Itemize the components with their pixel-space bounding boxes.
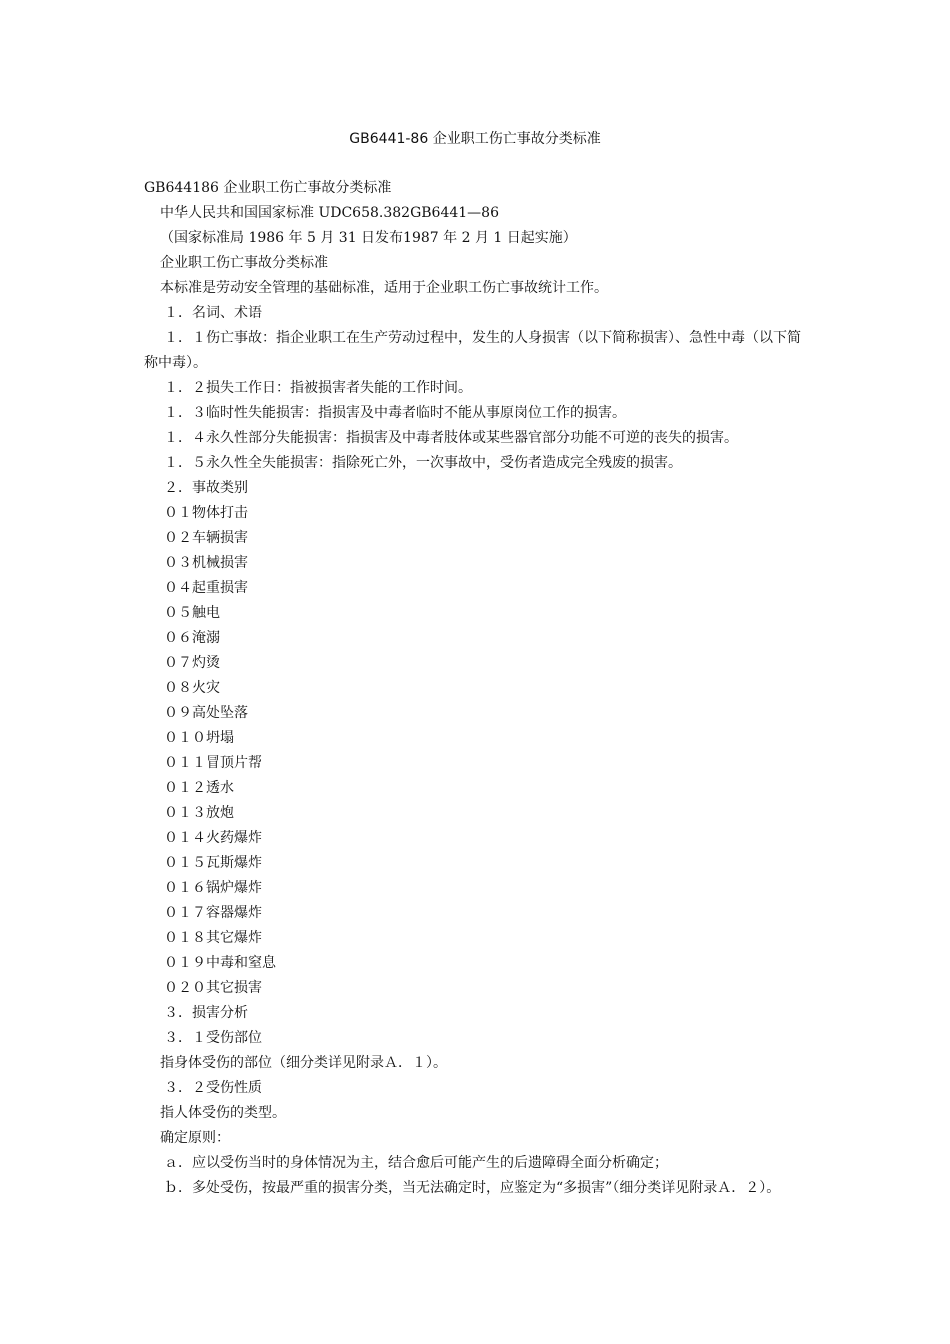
paragraph: １．４永久性部分失能损害：指损害及中毒者肢体或某些器官部分功能不可逆的丧失的损害。 — [164, 430, 738, 446]
section-heading: ３．损害分析 — [164, 1005, 248, 1021]
list-item: ０１７容器爆炸 — [164, 905, 262, 921]
list-item: ０１０坍塌 — [164, 730, 234, 746]
paragraph: １．２损失工作日：指被损害者失能的工作时间。 — [164, 380, 472, 396]
paragraph: ａ．应以受伤当时的身体情况为主，结合愈后可能产生的后遗障碍全面分析确定； — [164, 1155, 668, 1171]
section-heading: ２．事故类别 — [164, 480, 248, 496]
paragraph: 指身体受伤的部位（细分类详见附录Ａ．１）。 — [160, 1055, 447, 1071]
paragraph: 中华人民共和国国家标准 UDC658.382GB6441—86 — [160, 205, 499, 221]
list-item: ０８火灾 — [164, 680, 220, 696]
subsection-heading: ３．２受伤性质 — [164, 1080, 262, 1096]
list-item: ０１３放炮 — [164, 805, 234, 821]
list-item: ０４起重损害 — [164, 580, 248, 596]
paragraph: ｂ．多处受伤，按最严重的损害分类，当无法确定时，应鉴定为“多损害”（细分类详见附录Ａ．２）。 — [164, 1180, 781, 1196]
list-item: ０３机械损害 — [164, 555, 248, 571]
list-item: ０１４火药爆炸 — [164, 830, 262, 846]
list-item: ０１２透水 — [164, 780, 234, 796]
list-item: ０１物体打击 — [164, 505, 248, 521]
paragraph: １．３临时性失能损害：指损害及中毒者临时不能从事原岗位工作的损害。 — [164, 405, 626, 421]
document-title: GB6441-86 企业职工伤亡事故分类标准 — [349, 131, 601, 147]
list-item: ０７灼烫 — [164, 655, 220, 671]
paragraph: （国家标准局 1986 年 5 月 31 日发布1987 年 2 月 1 日起实施） — [160, 230, 577, 246]
paragraph: 确定原则： — [160, 1130, 230, 1146]
section-heading: １．名词、术语 — [164, 305, 262, 321]
list-item: ０２０其它损害 — [164, 980, 262, 996]
paragraph: 指人体受伤的类型。 — [160, 1105, 286, 1121]
list-item: ０９高处坠落 — [164, 705, 248, 721]
list-item: ０２车辆损害 — [164, 530, 248, 546]
paragraph: 企业职工伤亡事故分类标准 — [160, 255, 328, 271]
paragraph: 本标准是劳动安全管理的基础标准，适用于企业职工伤亡事故统计工作。 — [160, 280, 608, 296]
list-item: ０６淹溺 — [164, 630, 220, 646]
list-item: ０１８其它爆炸 — [164, 930, 262, 946]
subsection-heading: ３．１受伤部位 — [164, 1030, 262, 1046]
document-body — [144, 176, 809, 1201]
paragraph: １．１伤亡事故：指企业职工在生产劳动过程中，发生的人身损害（以下简称损害）、急性中毒（以下简称中毒）。 — [144, 330, 801, 371]
paragraph: GB644186 企业职工伤亡事故分类标准 — [144, 180, 392, 196]
paragraph: １．５永久性全失能损害：指除死亡外，一次事故中，受伤者造成完全残废的损害。 — [164, 455, 682, 471]
list-item: ０１１冒顶片帮 — [164, 755, 262, 771]
list-item: ０１６锅炉爆炸 — [164, 880, 262, 896]
list-item: ０５触电 — [164, 605, 220, 621]
list-item: ０１５瓦斯爆炸 — [164, 855, 262, 871]
list-item: ０１９中毒和窒息 — [164, 955, 276, 971]
